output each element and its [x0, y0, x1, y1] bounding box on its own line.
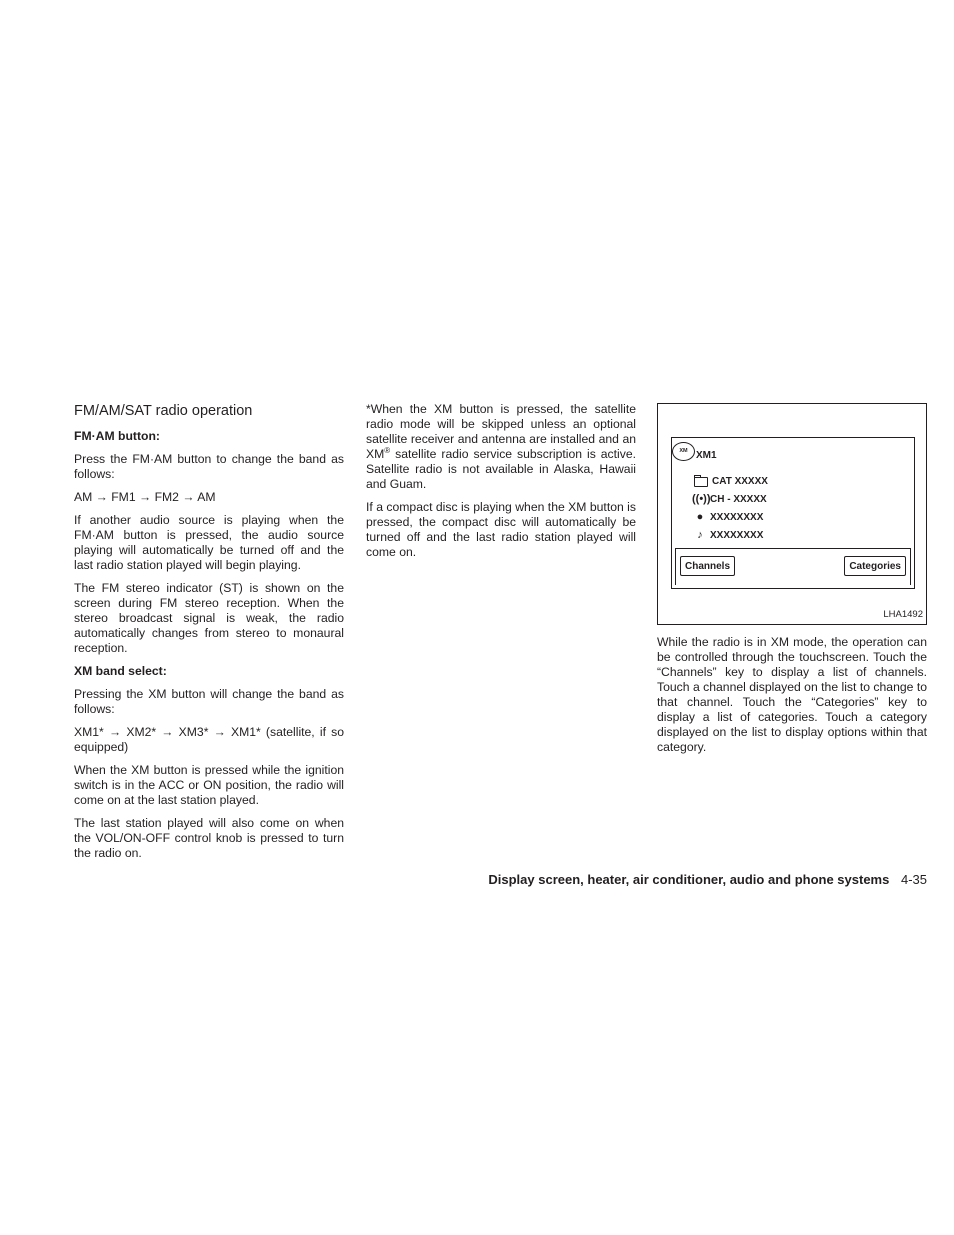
artist-text: XXXXXXXX [710, 512, 764, 523]
xm-paragraph-2: When the XM button is pressed while the ignition switch is in the ACC or ON position, the radio will come on at the last station played. [74, 763, 344, 807]
middle-column [366, 402, 636, 568]
fmam-paragraph-1: Press the FM·AM button to change the band as follows: [74, 452, 344, 481]
xm-paragraph-1: Pressing the XM button will change the band as follows: [74, 687, 344, 716]
song-text: XXXXXXXX [710, 530, 764, 541]
folder-icon [694, 477, 708, 487]
button-bar [675, 548, 911, 585]
music-note-icon: ♪ [697, 529, 703, 541]
xm-note-text-a: *When the XM button is pressed, the satellite radio mode will be skipped unless an optional satellite receiver and antenna are installed and an XM [366, 402, 636, 461]
left-column [74, 402, 344, 869]
page-number: 4-35 [900, 872, 927, 887]
person-icon: ● [696, 511, 704, 523]
display-screen [671, 437, 915, 589]
figure-code: LHA1492 [883, 609, 923, 620]
song-row [692, 528, 763, 543]
artist-row [692, 510, 763, 525]
footer-title: Display screen, heater, air conditioner, audio and phone systems [488, 872, 890, 887]
cd-paragraph: If a compact disc is playing when the XM button is pressed, the compact disc will automatically be turned off and the last radio station played will come on. [366, 500, 636, 559]
registered-mark: ® [384, 445, 391, 455]
xm-note-text-b: satellite radio service subscription is active. Satellite radio is not available in Alaska, Hawaii and Guam. [366, 447, 636, 491]
categories-button[interactable]: Categories [844, 556, 906, 576]
xm-logo-icon: XM [672, 442, 695, 461]
channel-text: CH - XXXXX [710, 494, 767, 505]
channel-row [692, 492, 767, 507]
section-title: FM/AM/SAT radio operation [74, 403, 253, 419]
category-row [692, 474, 768, 489]
xm-heading: XM band select: [74, 664, 167, 678]
xm-note-paragraph [366, 402, 636, 492]
fmam-paragraph-3: The FM stereo indicator (ST) is shown on the screen during FM stereo reception. When the stereo broadcast signal is weak, the radio automatically changes from stereo to monaural reception. [74, 581, 344, 655]
band-label: XM1 [696, 450, 717, 461]
signal-icon: ((•)) [692, 493, 711, 505]
category-text: CAT XXXXX [712, 476, 768, 487]
right-column [657, 402, 927, 763]
fmam-heading: FM·AM button: [74, 429, 160, 443]
fmam-sequence: AM → FM1 → FM2 → AM [74, 490, 216, 504]
channels-button[interactable]: Channels [680, 556, 735, 576]
page-footer [488, 872, 927, 887]
xm-sequence: XM1* → XM2* → XM3* → XM1* (satellite, if so equipped) [74, 725, 344, 754]
fmam-paragraph-2: If another audio source is playing when the FM·AM button is pressed, the audio source playing will automatically be turned off and the last radio station played will begin playing. [74, 513, 344, 572]
xm-mode-paragraph: While the radio is in XM mode, the operation can be controlled through the touchscreen. Touch the “Channels” key to display a list of channels. Touch a channel displayed on the list to change to that channel. Touch the “Categories” key to display a list of categories. Touch a category displayed on the list to display options within that category. [657, 635, 927, 754]
xm-screen-figure [657, 403, 927, 625]
xm-paragraph-3: The last station played will also come on when the VOL/ON-OFF control knob is pressed to turn the radio on. [74, 816, 344, 860]
